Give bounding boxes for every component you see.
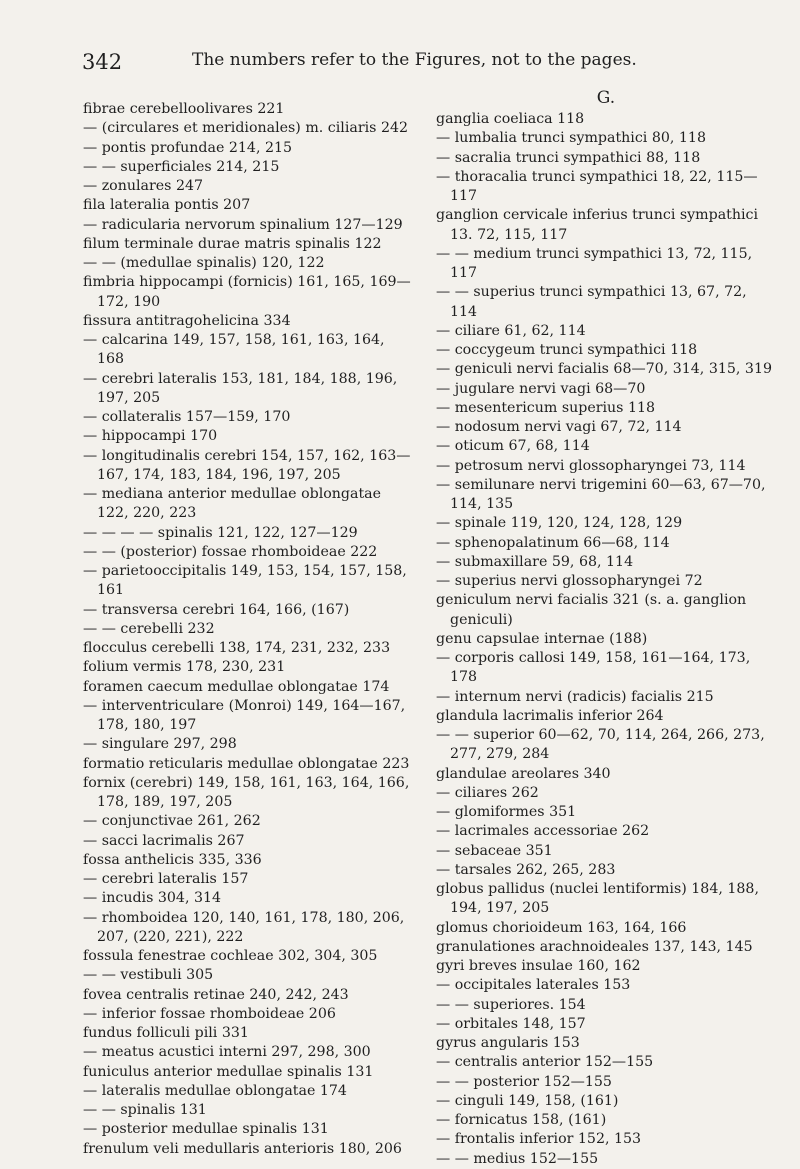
index-entry: — pontis profundae 214, 215: [83, 139, 293, 156]
index-entry: — petrosum nervi glossopharyngei 73, 114: [436, 457, 746, 474]
index-entry: — hippocampi 170: [83, 428, 218, 445]
index-entry: — cerebri lateralis 157: [83, 871, 249, 887]
index-entry: — — superficiales 214, 215: [83, 158, 280, 175]
index-entry: folium vermis 178, 230, 231: [83, 659, 286, 676]
index-entry: — (circulares et meridionales) m. ciliaris 242: [83, 120, 409, 137]
index-entry: — radicularia nervorum spinalium 127—129: [83, 216, 403, 233]
index-entry: funiculus anterior medullae spinalis 131: [83, 1063, 374, 1080]
index-entry: — superius nervi glossopharyngei 72: [436, 573, 703, 589]
index-entry: — calcarina 149, 157, 158, 161, 163, 164, 168: [83, 332, 385, 368]
index-entry: — nodosum nervi vagi 67, 72, 114: [436, 419, 682, 435]
index-entry: — lateralis medullae oblongatae 174: [83, 1082, 347, 1099]
index-entry: — frontalis inferior 152, 153: [436, 1131, 642, 1148]
index-entry: — — medius 152—155: [436, 1150, 599, 1167]
running-head: The numbers refer to the Figures, not to the pages.: [192, 50, 637, 70]
index-entry: — — superius trunci sympathici 13, 67, 72, 114: [436, 284, 747, 320]
index-entry: — meatus acustici interni 297, 298, 300: [83, 1044, 371, 1061]
index-entry: — jugulare nervi vagi 68—70: [436, 380, 646, 397]
index-entry: — tarsales 262, 265, 283: [436, 861, 616, 878]
index-entry: genu capsulae internae (188): [436, 630, 648, 647]
index-entry: — oticum 67, 68, 114: [436, 438, 590, 455]
index-entry: — — (medullae spinalis) 120, 122: [83, 255, 325, 271]
index-entry: fossa anthelicis 335, 336: [83, 851, 262, 868]
index-entry: formatio reticularis medullae oblongatae 223: [83, 755, 410, 772]
index-entry: — semilunare nervi trigemini 60—63, 67—70, 114, 135: [436, 476, 766, 512]
index-entry: fimbria hippocampi (fornicis) 161, 165, 169—172, 190: [83, 274, 411, 310]
index-entry: — sacralia trunci sympathici 88, 118: [436, 149, 701, 166]
index-entry: — parietooccipitalis 149, 153, 154, 157, 158, 161: [83, 563, 407, 599]
index-entry: — ciliare 61, 62, 114: [436, 322, 586, 339]
index-entry: — — — — spinalis 121, 122, 127—129: [83, 524, 358, 541]
index-entry: glomus chorioideum 163, 164, 166: [436, 919, 687, 936]
index-entry: — longitudinalis cerebri 154, 157, 162, 163—167, 174, 183, 184, 196, 197, 205: [83, 447, 411, 483]
index-entry: gyri breves insulae 160, 162: [436, 958, 641, 974]
index-entry: — geniculi nervi facialis 68—70, 314, 315, 319: [436, 361, 773, 378]
index-entry: gyrus angularis 153: [436, 1035, 580, 1051]
index-entry: — interventriculare (Monroi) 149, 164—167, 178, 180, 197: [83, 697, 406, 733]
index-entry: glandula lacrimalis inferior 264: [436, 707, 664, 724]
index-entry: — — vestibuli 305: [83, 967, 214, 984]
index-entry: — thoracalia trunci sympathici 18, 22, 115—117: [436, 168, 758, 204]
index-entry: — inferior fossae rhomboideae 206: [83, 1005, 336, 1022]
index-entry: — — posterior 152—155: [436, 1073, 612, 1090]
index-entry: ganglia coeliaca 118: [436, 111, 585, 127]
index-entry: fila lateralia pontis 207: [83, 197, 251, 214]
index-entry: fibrae cerebelloolivares 221: [83, 101, 285, 117]
page-number: 342: [82, 50, 123, 74]
index-entry: frenulum veli medullaris anterioris 180, 206: [83, 1140, 402, 1157]
index-entry: ganglion cervicale inferius trunci sympathici 13. 72, 115, 117: [436, 207, 759, 243]
index-entry: flocculus cerebelli 138, 174, 231, 232, 233: [83, 640, 391, 656]
index-entry: — — cerebelli 232: [83, 620, 215, 637]
index-entry: — centralis anterior 152—155: [436, 1054, 654, 1071]
index-entry: fundus folliculi pili 331: [83, 1025, 249, 1041]
index-entry: — lacrimales accessoriae 262: [436, 823, 650, 840]
index-entry: — zonulares 247: [83, 178, 204, 194]
index-entry: — internum nervi (radicis) facialis 215: [436, 688, 714, 705]
index-entry: — orbitales 148, 157: [436, 1015, 586, 1032]
index-entry: — corporis callosi 149, 158, 161—164, 173, 178: [436, 650, 751, 686]
index-entry: — — superiores. 154: [436, 996, 586, 1013]
index-entry: fovea centralis retinae 240, 242, 243: [83, 986, 349, 1003]
index-entry: filum terminale durae matris spinalis 122: [83, 235, 382, 252]
index-entry: fornix (cerebri) 149, 158, 161, 163, 164, 166, 178, 189, 197, 205: [83, 774, 410, 810]
page-header: [82, 50, 760, 80]
index-entry: foramen caecum medullae oblongatae 174: [83, 678, 390, 695]
index-entry: — conjunctivae 261, 262: [83, 813, 261, 830]
index-entry: — submaxillare 59, 68, 114: [436, 553, 634, 570]
index-entry: — — spinalis 131: [83, 1102, 207, 1118]
index-entry: — — medium trunci sympathici 13, 72, 115, 117: [436, 245, 753, 281]
index-entry: — lumbalia trunci sympathici 80, 118: [436, 130, 706, 147]
index-entry: — sacci lacrimalis 267: [83, 832, 245, 849]
index-entry: — collateralis 157—159, 170: [83, 409, 291, 425]
section-letter: G.: [596, 88, 616, 108]
index-entry: — cerebri lateralis 153, 181, 184, 188, 196, 197, 205: [83, 370, 398, 406]
index-entry: — coccygeum trunci sympathici 118: [436, 342, 698, 358]
index-entry: — singulare 297, 298: [83, 736, 237, 753]
index-column-right: [436, 88, 776, 1169]
index-entry: — occipitales laterales 153: [436, 977, 631, 994]
index-entry: — sebaceae 351: [436, 842, 553, 859]
index-entry: fossula fenestrae cochleae 302, 304, 305: [83, 948, 378, 964]
index-entry: — — (posterior) fossae rhomboideae 222: [83, 543, 378, 560]
index-entry: — incudis 304, 314: [83, 890, 222, 907]
index-entry: — sphenopalatinum 66—68, 114: [436, 534, 670, 551]
index-entry: — mediana anterior medullae oblongatae 122, 220, 223: [83, 486, 382, 522]
index-entry: — spinale 119, 120, 124, 128, 129: [436, 515, 683, 532]
index-entry: — mesentericum superius 118: [436, 399, 656, 416]
index-entry: glandulae areolares 340: [436, 765, 611, 782]
index-entries-right: [436, 110, 776, 1169]
index-entry: — ciliares 262: [436, 784, 539, 801]
index-entry: — fornicatus 158, (161): [436, 1112, 607, 1128]
index-entry: — posterior medullae spinalis 131: [83, 1121, 329, 1138]
index-entry: geniculum nervi facialis 321 (s. a. ganglion geniculi): [436, 592, 747, 628]
index-entry: — cinguli 149, 158, (161): [436, 1092, 619, 1109]
index-column-left: [83, 100, 413, 1159]
index-entry: granulationes arachnoideales 137, 143, 145: [436, 938, 753, 955]
index-entry: globus pallidus (nuclei lentiformis) 184, 188, 194, 197, 205: [436, 881, 759, 917]
index-entry: fissura antitragohelicina 334: [83, 312, 291, 329]
index-entry: — glomiformes 351: [436, 804, 577, 820]
index-entry: — transversa cerebri 164, 166, (167): [83, 601, 350, 618]
index-entry: — — superior 60—62, 70, 114, 264, 266, 273, 277, 279, 284: [436, 727, 765, 763]
index-entry: — rhomboidea 120, 140, 161, 178, 180, 206, 207, (220, 221), 222: [83, 909, 405, 945]
